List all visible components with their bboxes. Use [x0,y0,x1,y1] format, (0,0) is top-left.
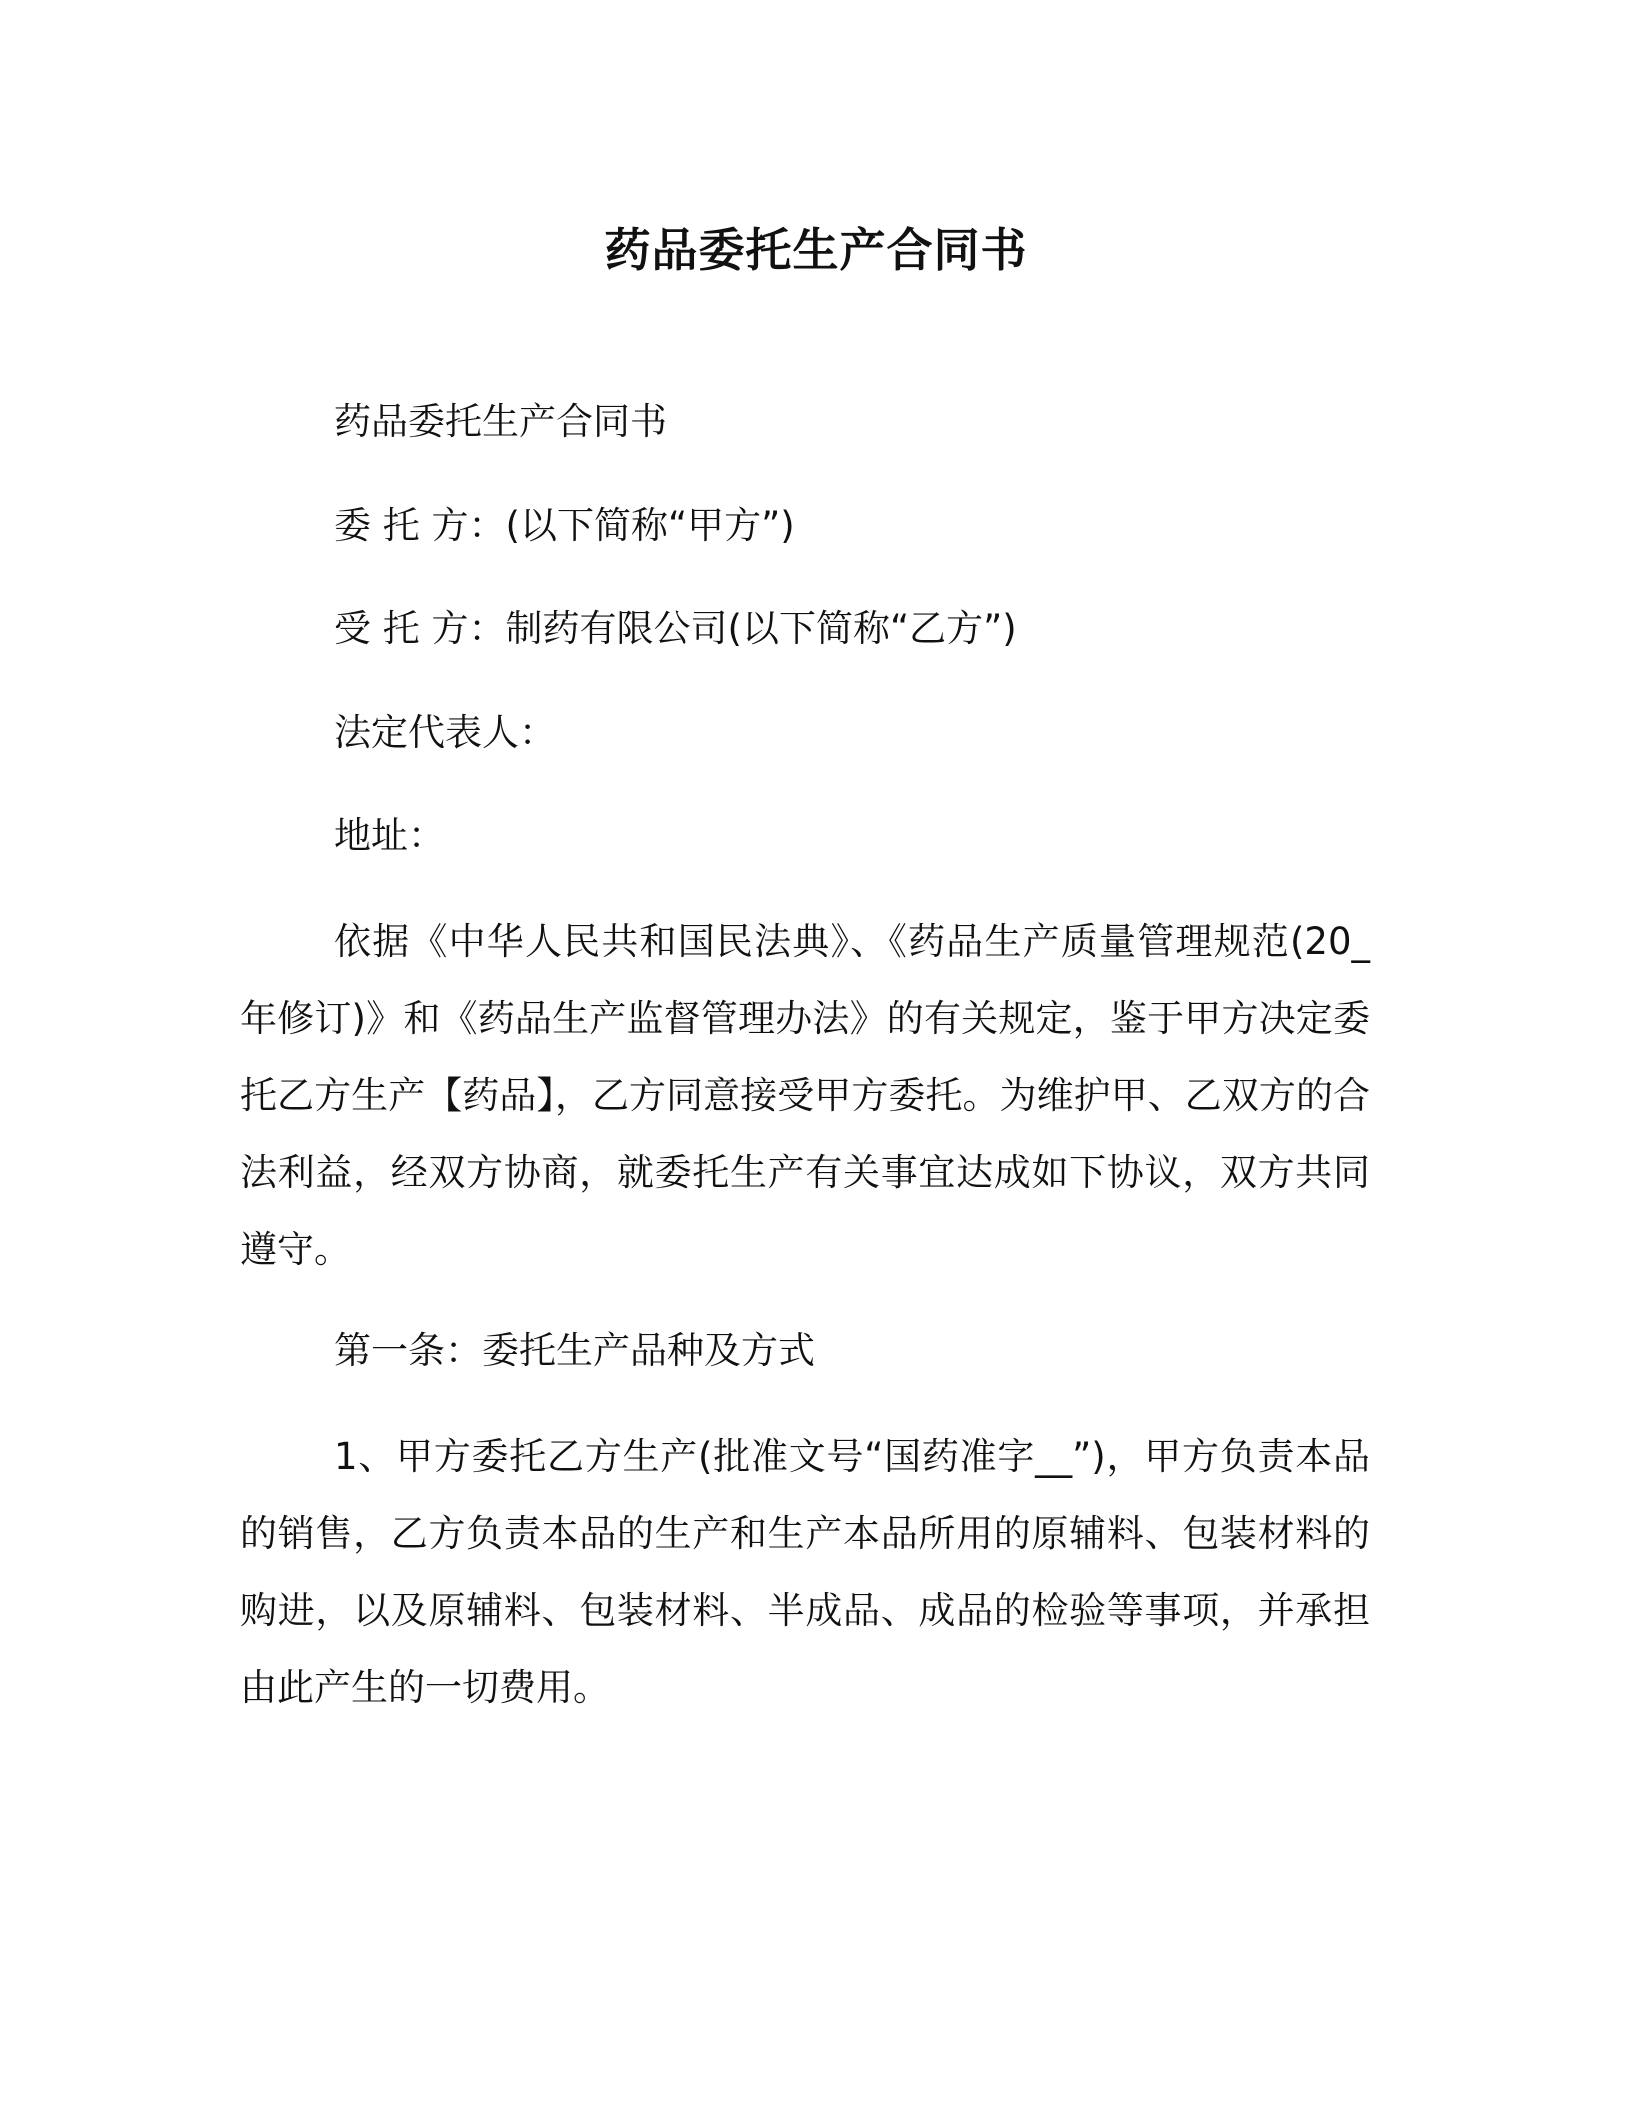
document-subtitle: 药品委托生产合同书 [334,400,667,443]
address-line: 地址： [334,814,445,857]
document-title: 药品委托生产合同书 [604,223,1028,277]
party-b-line: 受 托 方：制药有限公司(以下简称“乙方”) [334,607,1017,650]
article-1-heading: 第一条：委托生产品种及方式 [334,1329,815,1372]
article-1-clause-1: 1、甲方委托乙方生产(批准文号“国药准字__”)，甲方负责本品的销售，乙方负责本品的生产和生产本品所用的原辅料、包装材料的购进，以及原辅料、包装材料、半成品、成品的检验等事项，并承担由此产生的一切费用。 [240,1435,1370,1709]
preamble-paragraph: 依据《中华人民共和国民法典》、《药品生产质量管理规范(20_年修订)》和《药品生产监督管理办法》的有关规定，鉴于甲方决定委托乙方生产【药品】，乙方同意接受甲方委托。为维护甲、乙双方的合法利益，经双方协商，就委托生产有关事宜达成如下协议，双方共同遵守。 [240,920,1370,1271]
legal-representative-line: 法定代表人： [334,711,556,754]
party-a-line: 委 托 方：(以下简称“甲方”) [334,504,795,547]
